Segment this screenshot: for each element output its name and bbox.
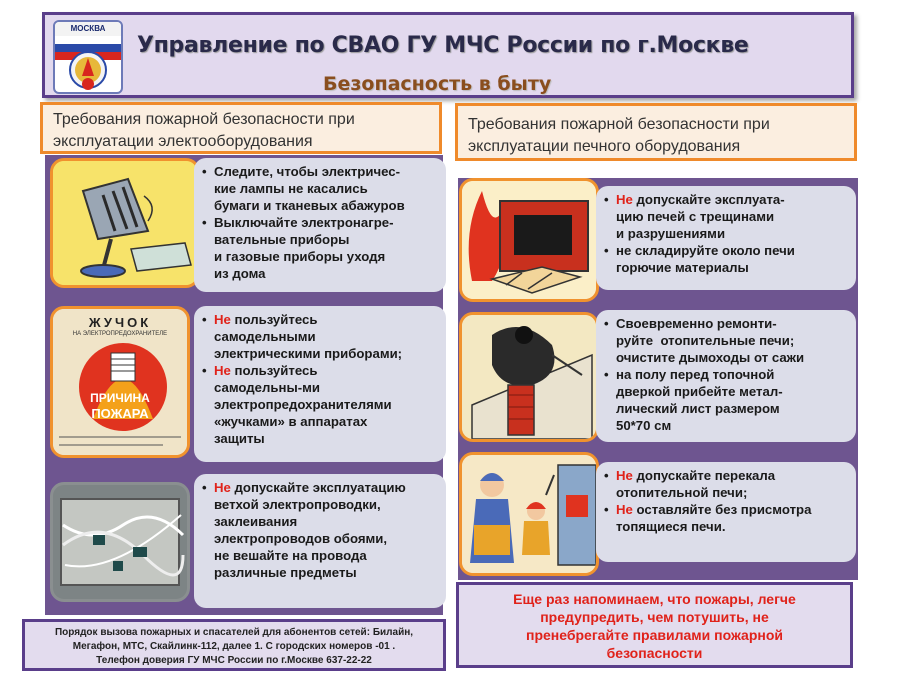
line-text: допускайте перекала — [632, 468, 776, 483]
left-row3-text — [194, 474, 446, 608]
right-title-line1: Требования пожарной безопасности при — [468, 116, 770, 133]
bullet: • — [604, 367, 609, 382]
warning-word: Не — [214, 312, 231, 327]
bullet: • — [202, 363, 207, 378]
right-title-line2: эксплуатации печного оборудования — [468, 138, 741, 155]
chimney-sweep-illustration — [459, 312, 599, 442]
text-line — [604, 484, 848, 501]
line-text: дверкой прибейте метал- — [616, 384, 783, 399]
grandmother-child-stove-illustration — [459, 452, 599, 576]
header-banner — [42, 12, 854, 98]
line-text: бумаги и тканевых абажуров — [214, 198, 405, 213]
line-text: горючие материалы — [616, 260, 749, 275]
line-text: 50*70 см — [616, 418, 672, 433]
line-text: «жучками» в аппаратах — [214, 414, 368, 429]
text-line — [202, 513, 438, 530]
footer-right-line3: пренебрегайте правилами пожарной — [525, 627, 783, 643]
line-text: не вешайте на провода — [214, 548, 367, 563]
line-text: защиты — [214, 431, 265, 446]
footer-left-line2: Мегафон, МТС, Скайлинк-112, далее 1. С городских номеров -01 . — [72, 641, 396, 652]
line-text: на полу перед топочной — [616, 367, 775, 382]
text-line — [202, 214, 438, 231]
line-text: вательные приборы — [214, 232, 350, 247]
left-title-line1: Требования пожарной безопасности при — [53, 111, 355, 128]
text-line — [604, 417, 848, 434]
bullet: • — [604, 468, 609, 483]
line-text: руйте отопительные печи; — [616, 333, 795, 348]
text-line — [202, 231, 438, 248]
text-line — [604, 315, 848, 332]
page-subtitle: Безопасность в быту — [323, 73, 552, 95]
left-title-line2: эксплуатации электооборудования — [53, 133, 313, 150]
text-line — [604, 225, 848, 242]
line-text: ветхой электропроводки, — [214, 497, 381, 512]
footer-left-line1: Порядок вызова пожарных и спасателей для абонентов сетей: Билайн, — [54, 627, 414, 638]
line-text: самодельны-ми — [214, 380, 320, 395]
poster-text1: ПРИЧИНА — [90, 391, 150, 405]
line-text: не складируйте около печи — [616, 243, 795, 258]
footer-right-line2: предупредить, чем потушить, не — [540, 609, 769, 625]
footer-right-line4: безопасности — [606, 645, 703, 661]
text-line — [604, 349, 848, 366]
text-line — [202, 564, 438, 581]
text-line — [604, 332, 848, 349]
line-text: из дома — [214, 266, 266, 281]
text-line — [604, 366, 848, 383]
line-text: пользуйтесь — [230, 312, 318, 327]
line-text: цию печей с трещинами — [616, 209, 775, 224]
line-text: топящиеся печи. — [616, 519, 726, 534]
line-text: отопительной печи; — [616, 485, 748, 500]
text-line — [202, 362, 438, 379]
footer-right-line1: Еще раз напоминаем, что пожары, легче — [513, 591, 796, 607]
line-text: очистите дымоходы от сажи — [616, 350, 805, 365]
text-line — [202, 430, 438, 447]
line-text: пользуйтесь — [230, 363, 318, 378]
text-line — [202, 479, 438, 496]
text-line — [202, 265, 438, 282]
emergency-numbers-box — [22, 619, 446, 671]
bullet: • — [202, 312, 207, 327]
text-line — [202, 163, 438, 180]
line-text: оставляйте без присмотра — [632, 502, 812, 517]
text-line — [604, 467, 848, 484]
right-row3-text — [596, 462, 856, 562]
left-row2-text — [194, 306, 446, 462]
emblem-shield-icon — [55, 36, 121, 94]
bullet: • — [604, 502, 609, 517]
bullet: • — [202, 480, 207, 495]
left-column-title — [40, 102, 442, 154]
line-text: Следите, чтобы электричес- — [214, 164, 400, 179]
right-column-title — [455, 103, 857, 161]
line-text: заклеивания — [214, 514, 298, 529]
line-text: допускайте эксплуата- — [632, 192, 785, 207]
text-line — [202, 530, 438, 547]
left-row1-text — [194, 158, 446, 292]
text-line — [604, 191, 848, 208]
bullet: • — [202, 215, 207, 230]
text-line — [604, 383, 848, 400]
bullet: • — [604, 192, 609, 207]
text-line — [202, 345, 438, 362]
warning-word: Не — [214, 480, 231, 495]
footer-left-line3: Телефон доверия ГУ МЧС России по г.Москве 637-22-22 — [96, 655, 372, 666]
desk-lamp-illustration — [50, 158, 200, 288]
text-line — [202, 496, 438, 513]
right-row1-text — [596, 186, 856, 290]
line-text: и газовые приборы уходя — [214, 249, 386, 264]
warning-word: Не — [616, 502, 633, 517]
stove-fire-icon — [462, 181, 596, 299]
poster-text2: ПОЖАРА — [91, 406, 149, 421]
text-line — [604, 259, 848, 276]
text-line — [202, 197, 438, 214]
family-stove-icon — [462, 455, 596, 573]
text-line — [202, 396, 438, 413]
reminder-box — [456, 582, 853, 668]
line-text: электрическими приборами; — [214, 346, 403, 361]
burning-stove-illustration — [459, 178, 599, 302]
text-line — [604, 242, 848, 259]
text-line — [604, 501, 848, 518]
line-text: различные предметы — [214, 565, 357, 580]
line-text: и разрушениями — [616, 226, 726, 241]
line-text: Выключайте электронагре- — [214, 215, 394, 230]
text-line — [604, 400, 848, 417]
text-line — [202, 547, 438, 564]
poster-title: ЖУЧОК — [88, 315, 152, 330]
text-line — [202, 413, 438, 430]
mchs-moscow-emblem — [53, 20, 123, 94]
bullet: • — [202, 164, 207, 179]
text-line — [604, 208, 848, 225]
old-wiring-photo — [50, 482, 190, 602]
line-text: допускайте эксплуатацию — [230, 480, 406, 495]
text-line — [202, 311, 438, 328]
line-text: кие лампы не касались — [214, 181, 368, 196]
text-line — [202, 248, 438, 265]
page-title: Управление по СВАО ГУ МЧС России по г.Москве — [137, 33, 749, 58]
desk-lamp-icon — [53, 161, 197, 285]
warning-word: Не — [616, 468, 633, 483]
wiring-icon — [53, 485, 187, 599]
line-text: самодельными — [214, 329, 316, 344]
warning-word: Не — [214, 363, 231, 378]
line-text: электропроводов обоями, — [214, 531, 388, 546]
line-text: лический лист размером — [616, 401, 780, 416]
text-line — [202, 180, 438, 197]
right-row2-text — [596, 310, 856, 442]
chimney-sweep-icon — [462, 315, 596, 439]
poster-sub: НА ЭЛЕКТРОПРЕДОХРАНИТЕЛЕ — [72, 331, 168, 337]
text-line — [202, 328, 438, 345]
line-text: Своевременно ремонти- — [616, 316, 777, 331]
bullet: • — [604, 243, 609, 258]
text-line — [202, 379, 438, 396]
warning-word: Не — [616, 192, 633, 207]
bullet: • — [604, 316, 609, 331]
text-line — [604, 518, 848, 535]
zhuchok-poster — [50, 306, 190, 458]
line-text: электропредохранителями — [214, 397, 392, 412]
emblem-label: МОСКВА — [55, 22, 121, 36]
